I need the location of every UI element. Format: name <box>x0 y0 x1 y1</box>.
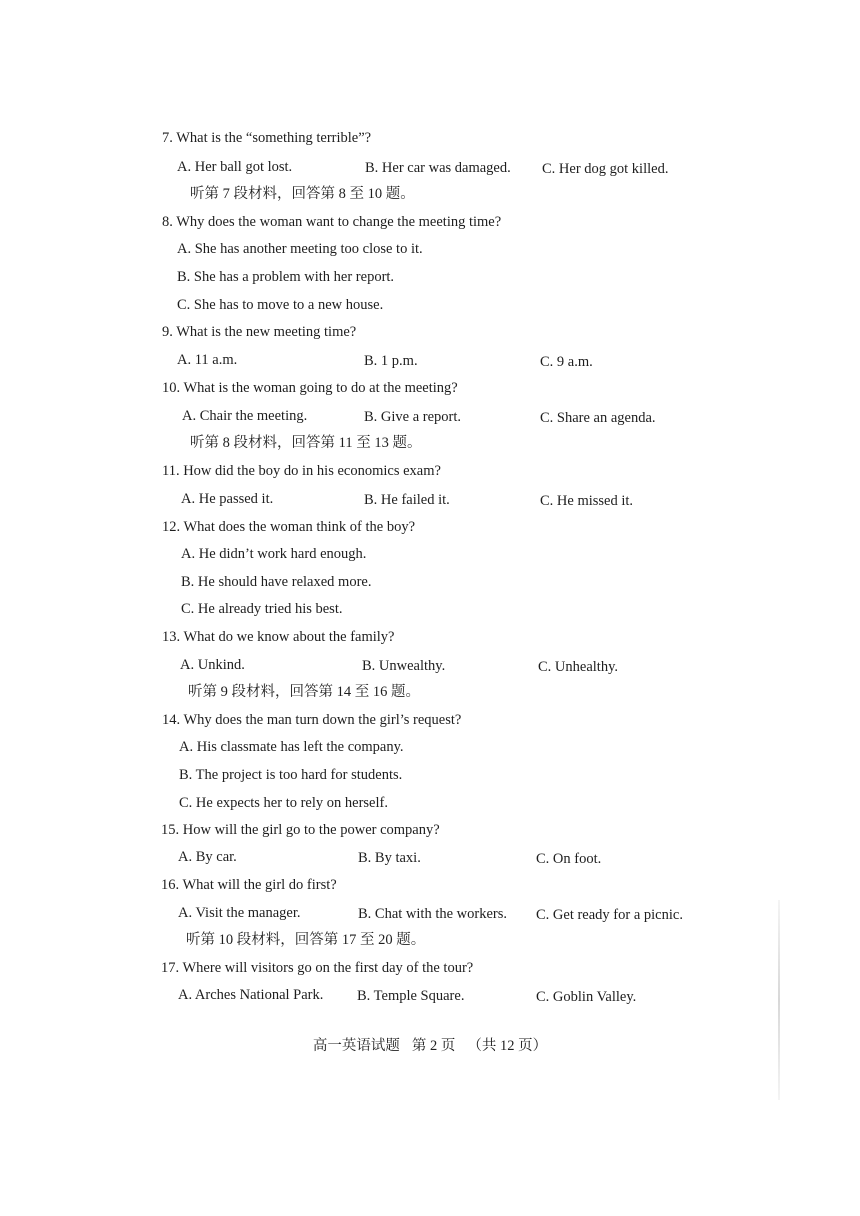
q10-option-a: A. Chair the meeting. <box>182 408 308 424</box>
question-8: 8. Why does the woman want to change the meeting time? <box>162 214 502 230</box>
q7-option-c: C. Her dog got killed. <box>542 161 669 177</box>
q14-option-c: C. He expects her to rely on herself. <box>179 795 388 811</box>
q8-option-c: C. She has to move to a new house. <box>177 297 384 313</box>
q10-option-b: B. Give a report. <box>364 409 462 425</box>
section-heading-8: 听第 8 段材料，回答第 11 至 13 题。 <box>190 435 422 451</box>
question-15: 15. How will the girl go to the power company? <box>161 822 440 838</box>
q17-option-c: C. Goblin Valley. <box>536 989 637 1005</box>
q16-option-a: A. Visit the manager. <box>178 905 301 921</box>
question-14: 14. Why does the man turn down the girl’s request? <box>162 712 462 728</box>
q9-option-a: A. 11 a.m. <box>177 352 238 368</box>
q11-option-b: B. He failed it. <box>364 492 450 508</box>
q12-option-c: C. He already tried his best. <box>181 601 343 617</box>
q7-option-b: B. Her car was damaged. <box>365 160 511 176</box>
q11-option-a: A. He passed it. <box>181 491 274 507</box>
q15-option-b: B. By taxi. <box>358 850 421 866</box>
q13-option-b: B. Unwealthy. <box>362 658 446 674</box>
q16-option-c: C. Get ready for a picnic. <box>536 907 683 923</box>
q15-option-c: C. On foot. <box>536 851 602 867</box>
q17-option-a: A. Arches National Park. <box>178 987 324 1003</box>
q11-option-c: C. He missed it. <box>540 493 634 509</box>
q15-option-a: A. By car. <box>178 849 237 865</box>
footer-total-pages: （共 12 页） <box>467 1038 548 1054</box>
q14-option-b: B. The project is too hard for students. <box>179 767 403 783</box>
q7-option-a: A. Her ball got lost. <box>177 159 293 175</box>
section-heading-7: 听第 7 段材料，回答第 8 至 10 题。 <box>190 186 415 202</box>
q13-option-c: C. Unhealthy. <box>538 659 619 675</box>
q10-option-c: C. Share an agenda. <box>540 410 656 426</box>
scan-edge-shadow <box>778 900 780 1100</box>
q17-option-b: B. Temple Square. <box>357 988 465 1004</box>
q9-option-c: C. 9 a.m. <box>540 354 593 370</box>
q9-option-b: B. 1 p.m. <box>364 353 418 369</box>
q8-option-a: A. She has another meeting too close to it. <box>177 241 423 257</box>
question-10: 10. What is the woman going to do at the meeting? <box>162 380 458 396</box>
footer-page-number: 第 2 页 <box>411 1038 456 1054</box>
question-13: 13. What do we know about the family? <box>162 629 395 645</box>
q16-option-b: B. Chat with the workers. <box>358 906 508 922</box>
question-7: 7. What is the “something terrible”? <box>162 130 372 146</box>
question-11: 11. How did the boy do in his economics exam? <box>162 463 441 479</box>
q8-option-b: B. She has a problem with her report. <box>177 269 395 285</box>
section-heading-9: 听第 9 段材料，回答第 14 至 16 题。 <box>188 684 420 700</box>
page-footer <box>0 1034 860 1055</box>
q12-option-a: A. He didn’t work hard enough. <box>181 546 367 562</box>
question-17: 17. Where will visitors go on the first day of the tour? <box>161 960 474 976</box>
q12-option-b: B. He should have relaxed more. <box>181 574 372 590</box>
question-12: 12. What does the woman think of the boy? <box>162 519 416 535</box>
footer-title: 高一英语试题 <box>312 1038 400 1054</box>
question-16: 16. What will the girl do first? <box>161 877 337 893</box>
q14-option-a: A. His classmate has left the company. <box>179 739 404 755</box>
section-heading-10: 听第 10 段材料，回答第 17 至 20 题。 <box>186 932 426 948</box>
question-9: 9. What is the new meeting time? <box>162 324 357 340</box>
q13-option-a: A. Unkind. <box>180 657 245 673</box>
